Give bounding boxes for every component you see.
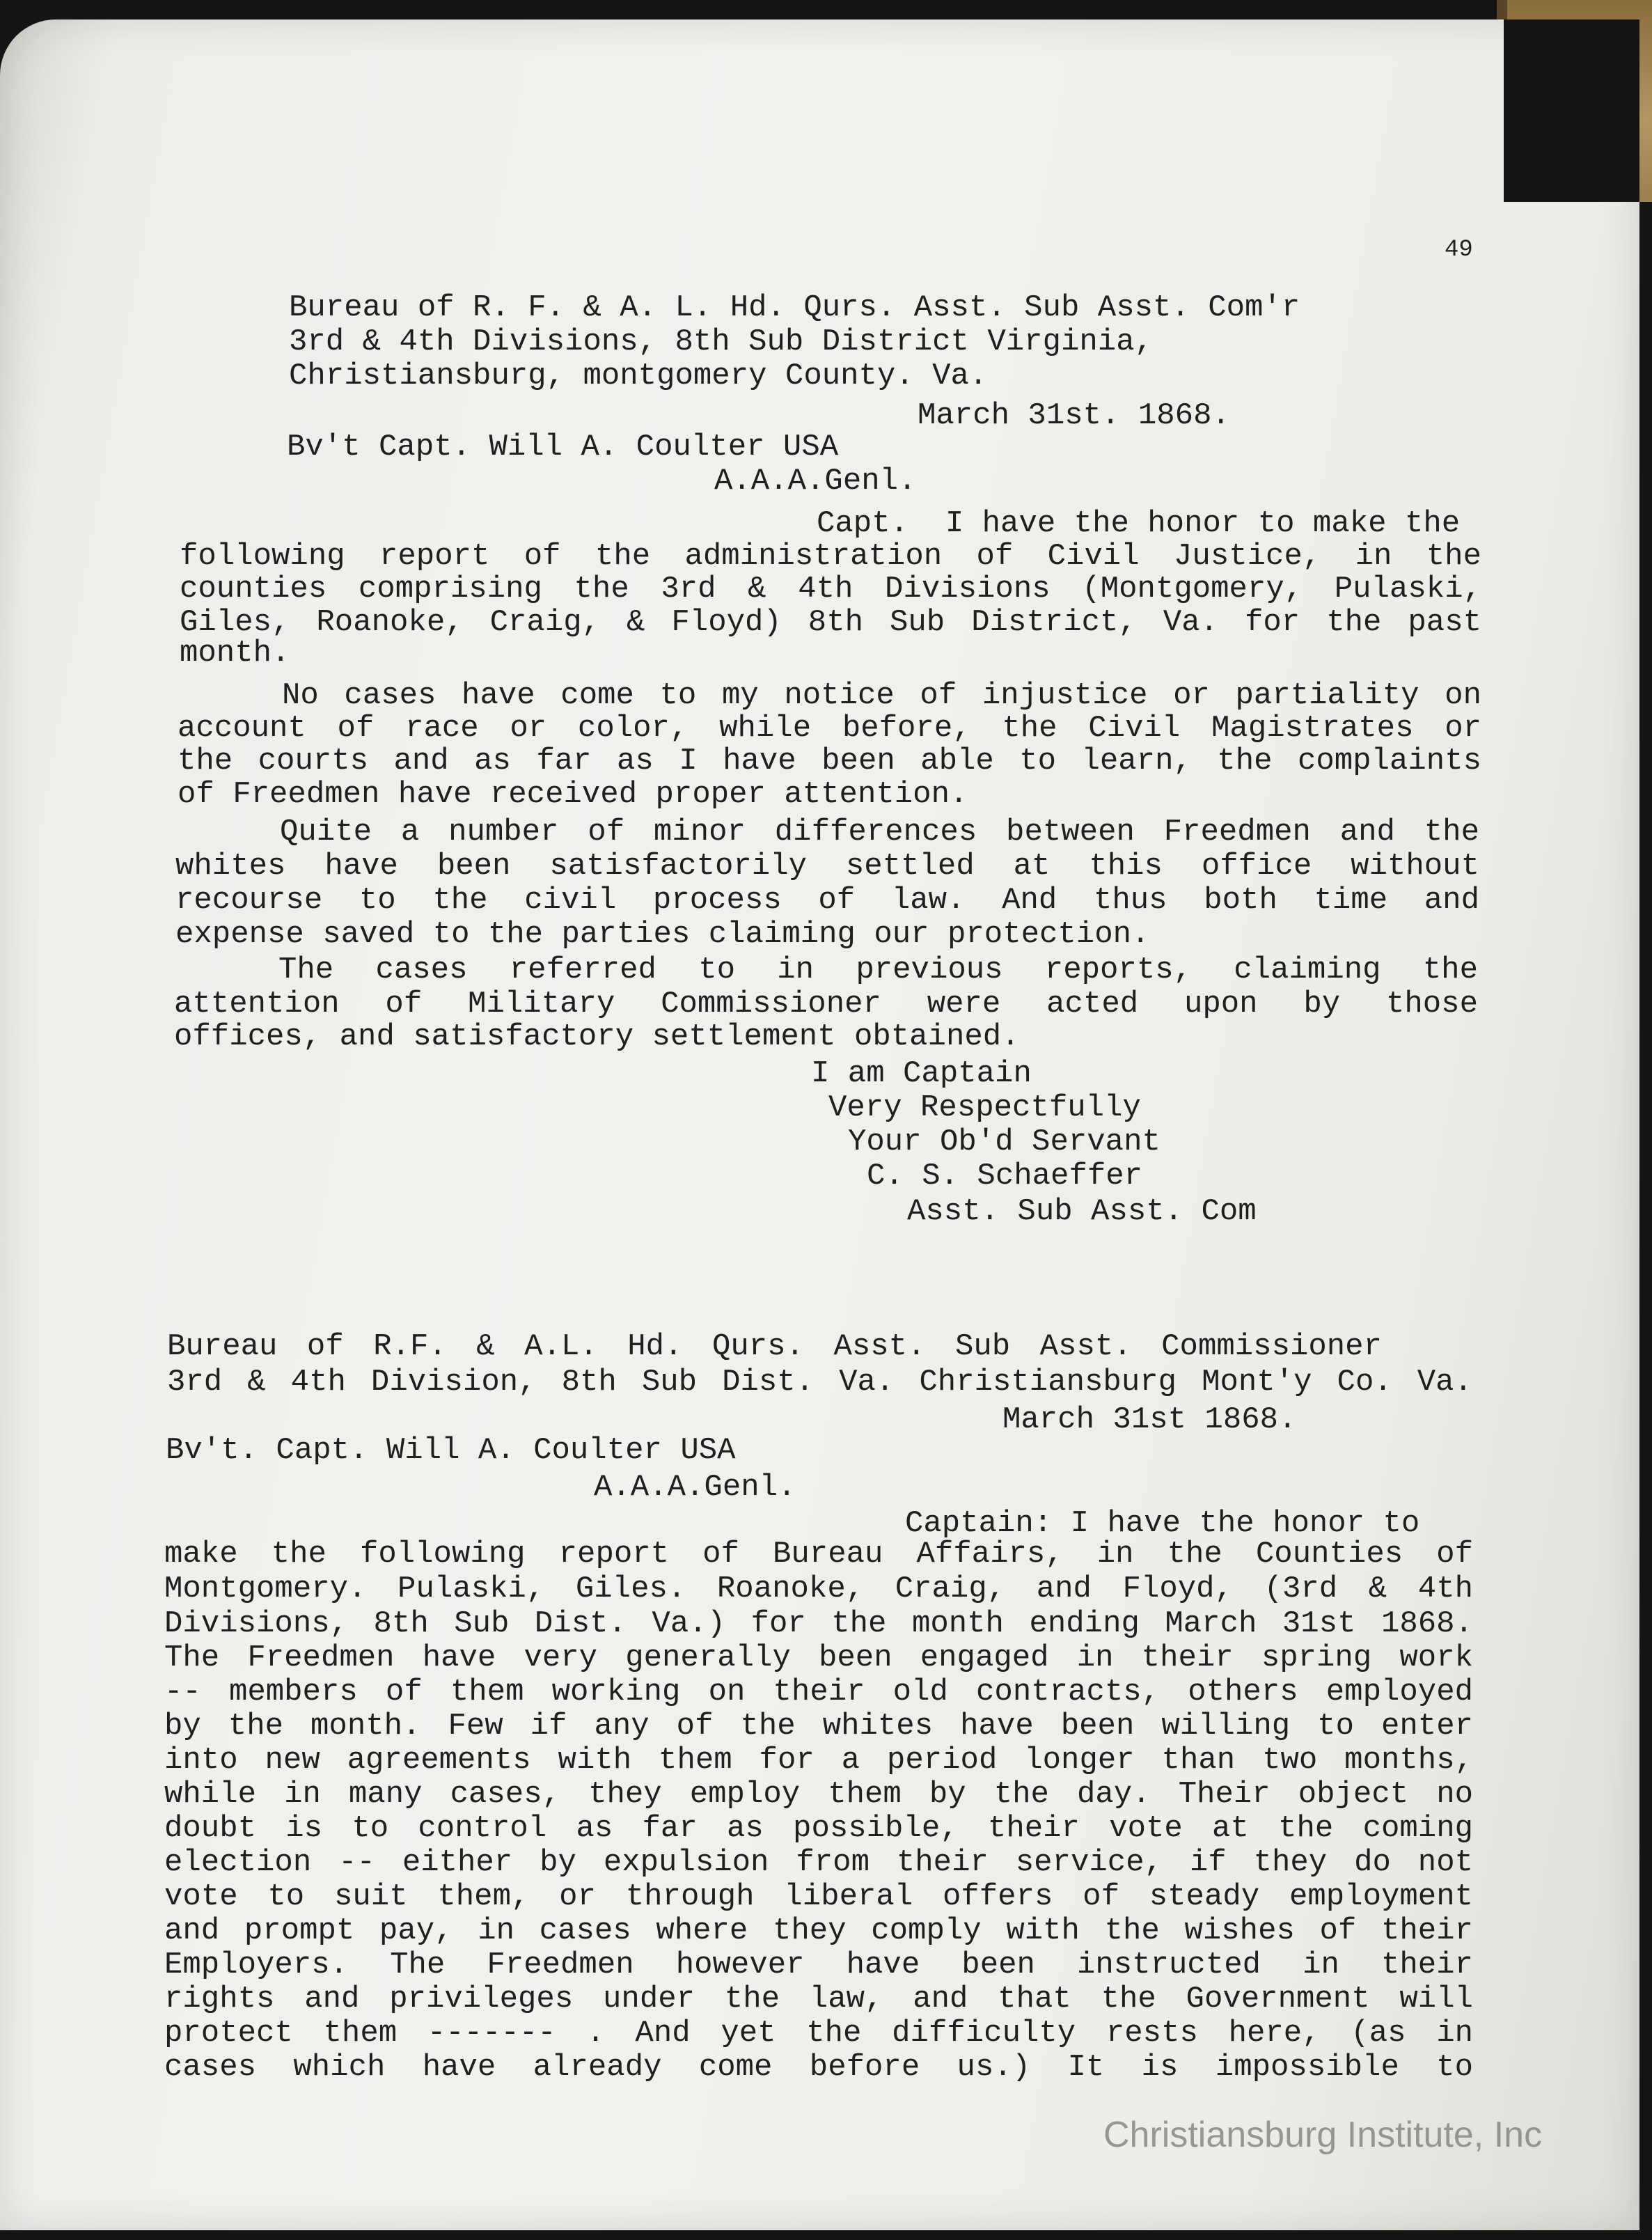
letter2-body-line-6: by the month. Few if any of the whites have been willing to enter — [164, 1709, 1473, 1744]
letter1-body-line-8: of Freedmen have received proper attention. — [178, 777, 968, 812]
letter2-addressee-title: A.A.A.Genl. — [594, 1470, 796, 1505]
letter1-addressee: Bv't Capt. Will A. Coulter USA — [287, 430, 839, 464]
letter2-body-line-10: election -- either by expulsion from their service, if they do not — [164, 1845, 1473, 1880]
letter1-closing-line-5: Asst. Sub Asst. Com — [907, 1194, 1257, 1229]
letter1-body-line-13: The cases referred to in previous reports, claiming the — [278, 953, 1478, 987]
letter2-heading-line-1: Bureau of R.F. & A.L. Hd. Qurs. Asst. Sub Asst. Commissioner — [167, 1329, 1382, 1364]
watermark: Christiansburg Institute, Inc — [1103, 2115, 1543, 2155]
letter1-closing-line-2: Very Respectfully — [828, 1090, 1141, 1125]
letter1-closing-line-1: I am Captain — [811, 1056, 1032, 1091]
letter1-salutation: Capt. I have the honor to make the — [817, 506, 1461, 541]
letter2-body-line-13: Employers. The Freedmen however have been instructed in their — [164, 1948, 1473, 1982]
page-number: 49 — [1445, 237, 1473, 263]
letter1-body-line-3: Giles, Roanoke, Craig, & Floyd) 8th Sub District, Va. for the past — [180, 605, 1481, 640]
letter2-body-line-3: Divisions, 8th Sub Dist. Va.) for the month ending March 31st 1868. — [164, 1606, 1473, 1641]
letter2-salutation: Captain: I have the honor to — [905, 1506, 1420, 1541]
letter2-body-line-14: rights and privileges under the law, and that the Government will — [164, 1982, 1473, 2016]
letter1-body-line-12: expense saved to the parties claiming our protection. — [175, 917, 1150, 952]
letter2-body-line-7: into new agreements with them for a period longer than two months, — [164, 1743, 1473, 1778]
letter1-body-line-15: offices, and satisfactory settlement obtained. — [174, 1019, 1020, 1054]
letter2-body-line-1: make the following report of Bureau Affairs, in the Counties of — [164, 1537, 1473, 1572]
letter2-body-line-8: while in many cases, they employ them by the day. Their object no — [164, 1777, 1473, 1812]
letter2-body-line-12: and prompt pay, in cases where they comply with the wishes of their — [164, 1913, 1473, 1948]
letter1-closing-line-3: Your Ob'd Servant — [848, 1125, 1161, 1159]
letter1-body-line-4: month. — [180, 636, 290, 671]
letter1-body-line-2: counties comprising the 3rd & 4th Divisions (Montgomery, Pulaski, — [180, 572, 1481, 606]
letter1-closing-line-4: C. S. Schaeffer — [867, 1159, 1143, 1193]
letter2-body-line-9: doubt is to control as far as possible, their vote at the coming — [164, 1811, 1473, 1846]
letter2-addressee: Bv't. Capt. Will A. Coulter USA — [166, 1433, 736, 1468]
letter1-heading-line-3: Christiansburg, montgomery County. Va. — [289, 359, 988, 393]
letter1-addressee-title: A.A.A.Genl. — [714, 464, 917, 499]
letter1-body-line-9: Quite a number of minor differences between Freedmen and the — [280, 815, 1479, 849]
letter2-body-line-15: protect them ------- . And yet the difficulty rests here, (as in — [164, 2016, 1473, 2051]
letter1-heading-line-2: 3rd & 4th Divisions, 8th Sub District Virginia, — [289, 324, 1154, 359]
letter1-date: March 31st. 1868. — [918, 398, 1230, 433]
letter2-date: March 31st 1868. — [1002, 1402, 1297, 1437]
letter1-body-line-11: recourse to the civil process of law. And thus both time and — [175, 883, 1479, 918]
letter2-body-line-4: The Freedmen have very generally been engaged in their spring work — [164, 1640, 1473, 1675]
page-corner-shadow — [1504, 19, 1639, 202]
letter2-body-line-16: cases which have already come before us.) It is impossible to — [164, 2050, 1473, 2085]
letter2-body-line-5: -- members of them working on their old contracts, others employed — [164, 1675, 1473, 1709]
letter2-body-line-11: vote to suit them, or through liberal offers of steady employment — [164, 1879, 1473, 1914]
letter1-body-line-7: the courts and as far as I have been able to learn, the complaints — [178, 744, 1481, 778]
letter2-heading-line-2: 3rd & 4th Division, 8th Sub Dist. Va. Christiansburg Mont'y Co. Va. — [167, 1365, 1472, 1400]
letter1-body-line-6: account of race or color, while before, the Civil Magistrates or — [178, 711, 1481, 746]
letter1-body-line-14: attention of Military Commissioner were acted upon by those — [174, 987, 1478, 1021]
letter1-body-line-1: following report of the administration of Civil Justice, in the — [180, 539, 1481, 574]
letter1-body-line-5: No cases have come to my notice of injustice or partiality on — [282, 678, 1481, 713]
letter1-heading-line-1: Bureau of R. F. & A. L. Hd. Qurs. Asst. Sub Asst. Com'r — [289, 290, 1300, 325]
letter1-body-line-10: whites have been satisfactorily settled at this office without — [175, 849, 1479, 884]
letter2-body-line-2: Montgomery. Pulaski, Giles. Roanoke, Craig, and Floyd, (3rd & 4th — [164, 1572, 1473, 1606]
